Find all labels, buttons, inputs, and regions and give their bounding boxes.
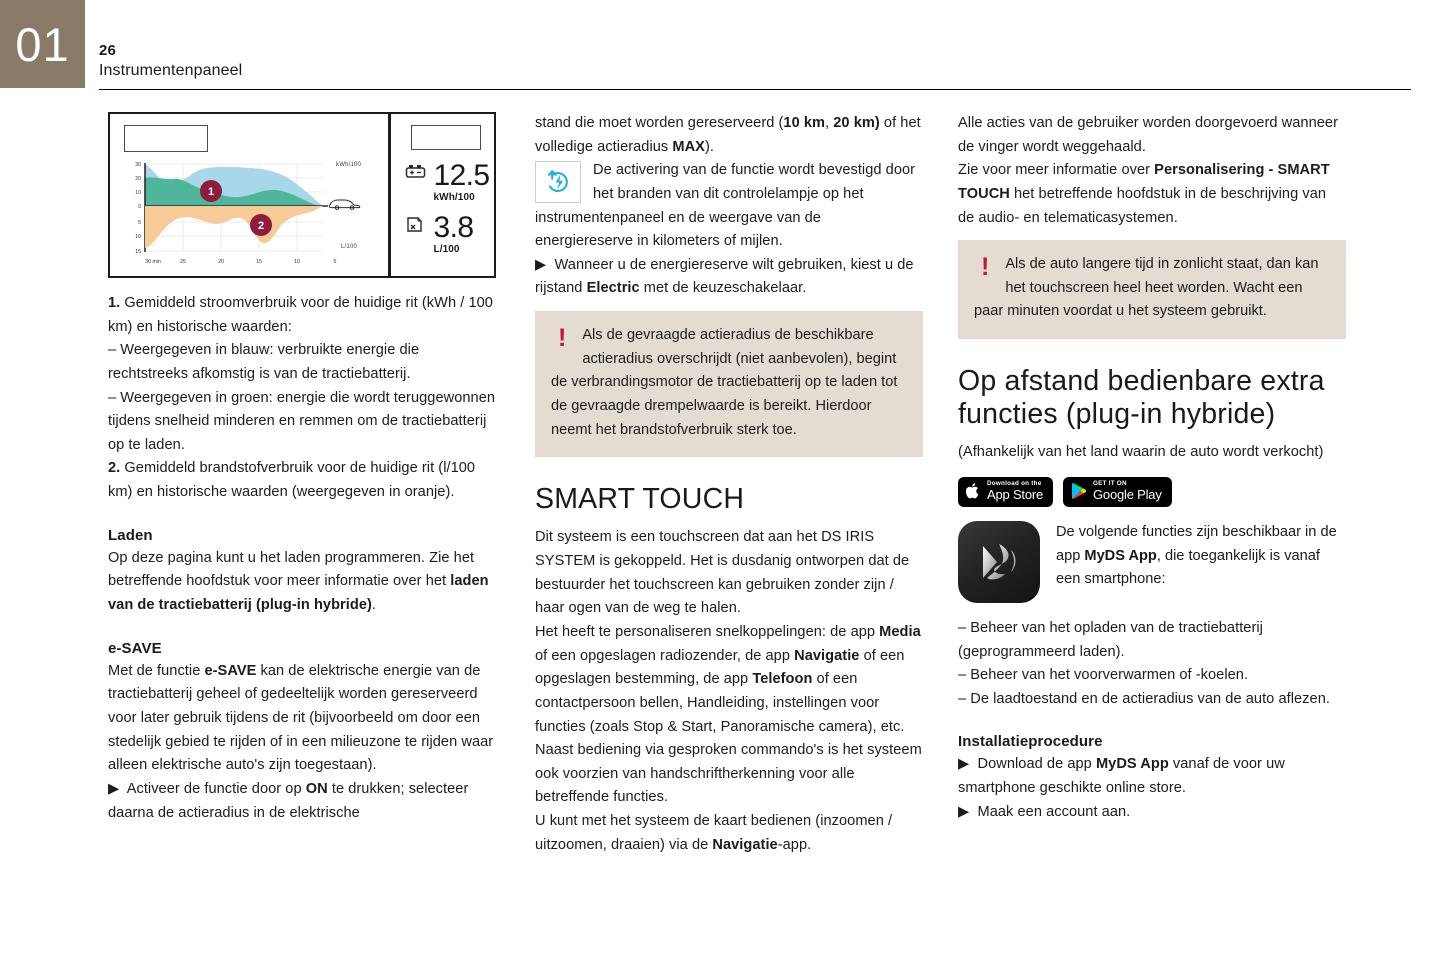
app-store-big-label: App Store: [987, 486, 1044, 502]
google-play-big-label: Google Play: [1093, 486, 1162, 502]
arrow-bullet-icon: ▶: [958, 756, 970, 773]
app-store-badge[interactable]: [958, 477, 1053, 507]
svg-text:10: 10: [135, 234, 141, 240]
electric-mode-b: met de keuzeschakelaar.: [639, 280, 807, 297]
column-middle: [535, 112, 923, 857]
warning-exclamation-icon: !: [981, 253, 990, 282]
cont-c: of het volledige actieradius: [535, 115, 921, 155]
st-p2-c: of een opgeslagen radiozender, de app: [535, 647, 795, 664]
laden-text-a: Op deze pagina kunt u het laden programmeren. Zie het betreffende hoofdstuk voor meer informatie over het: [108, 549, 475, 590]
install-a2-text: Maak een account aan.: [977, 803, 1131, 820]
page-number: 26: [99, 42, 117, 59]
heading-laden: Laden: [108, 526, 153, 544]
chapter-badge: [0, 0, 85, 88]
cluster-readout-pane: [391, 114, 495, 276]
google-play-badge-text: [1093, 481, 1162, 501]
right-paragraph-2: [958, 159, 1346, 230]
smart-touch-paragraph-2: [535, 621, 923, 739]
esave-text-a: Met de functie: [108, 662, 205, 679]
readout-electric: [405, 159, 490, 203]
chart-unit-kwh-label: kWh/100: [336, 162, 362, 168]
myds-app-description: [1056, 521, 1346, 592]
legend-item-1: [108, 292, 496, 339]
cont-bold-10km: 10 km: [783, 115, 826, 131]
svg-text:30: 30: [135, 162, 141, 168]
remote-bullet-2: – Beheer van het voorverwarmen of -koelen.: [958, 667, 1249, 684]
install-action-1: [958, 753, 1346, 800]
instrument-cluster-figure: [108, 112, 496, 278]
google-play-badge[interactable]: [1063, 477, 1172, 507]
esave-action-b: te drukken; selecteer daarna de actieradius in de elektrische: [108, 780, 469, 821]
svg-text:25: 25: [180, 259, 186, 265]
laden-paragraph: [108, 547, 496, 618]
smart-touch-paragraph-3: Naast bediening via gesproken commando's is het systeem ook voorzien van handschriftherkenning voor alle betreffende functies.: [535, 742, 922, 806]
right-paragraph-1: Alle acties van de gebruiker worden doorgevoerd wanneer de vinger wordt weggehaald.: [958, 115, 1338, 155]
warning-text: [974, 253, 1330, 324]
cluster-graph-pane: [110, 114, 388, 276]
install-a1-a: Download de app: [977, 756, 1096, 773]
legend-item-2-text: Gemiddeld brandstofverbruik voor de huidige rit (l/100 km) en historische waarden (weergegeven in oranje).: [108, 460, 476, 501]
header-divider: [99, 89, 1411, 90]
cont-b: ,: [825, 115, 834, 131]
readout-electric-value: 12.5: [433, 159, 490, 192]
cluster-blank-field-right: [411, 125, 481, 150]
esave-action-bold: ON: [305, 780, 328, 797]
readout-fuel: [405, 211, 474, 255]
esave-paragraph: [108, 660, 496, 778]
store-badges: [958, 477, 1346, 507]
ds-logo-icon: [971, 534, 1027, 590]
legend-bullet-blue: – Weergegeven in blauw: verbruikte energie die rechtstreeks afkomstig is van de tractiebatterij.: [108, 342, 420, 382]
right-p2-bold-2: SMART TOUCH: [958, 162, 1330, 202]
esave-action-item: [108, 778, 496, 825]
esave-action-a: Activeer de functie door op: [126, 780, 306, 797]
st-p4-bold: Navigatie: [712, 836, 778, 853]
electric-mode-a: Wanneer u de energiereserve wilt gebruiken, kiest u de rijstand: [535, 256, 914, 297]
heading-installatieprocedure: Installatieprocedure: [958, 733, 1103, 751]
svg-text:2: 2: [257, 220, 265, 232]
svg-text:5: 5: [138, 220, 141, 226]
smart-touch-paragraph-1: Dit systeem is een touchscreen dat aan het DS IRIS SYSTEM is gekoppeld. Het is dusdanig ontworpen dat de bestuurder het touchscreen kan gebruiken zonder zijn / haar ogen van de weg te halen.: [535, 529, 910, 617]
esave-charge-telltale-icon: [535, 161, 581, 203]
warning-body: Als de auto langere tijd in zonlicht staat, dan kan het touchscreen heel heet worden. Wacht een paar minuten voordat u het systeem gebruikt.: [974, 256, 1319, 320]
energy-chart-svg: [123, 158, 381, 270]
laden-text-bold: laden van de tractiebatterij (plug-in hybride): [108, 573, 489, 614]
column-right: [958, 112, 1346, 824]
esave-text-bold: e-SAVE: [204, 662, 257, 679]
cont-bold-20km: 20 km): [833, 115, 880, 131]
svg-text:15: 15: [256, 259, 262, 265]
warning-text: [551, 324, 907, 442]
arrow-bullet-icon: ▶: [108, 780, 120, 797]
google-play-small-label: GET IT ON: [1093, 480, 1127, 488]
warning-box-zonlicht: [958, 240, 1346, 339]
svg-text:30 min: 30 min: [145, 259, 161, 265]
st-p4-a: U kunt met het systeem de kaart bedienen (inzoomen / uitzoomen, draaien) via de: [535, 813, 893, 853]
esave-text-b: kan de elektrische energie van de tractiebatterij geheel of gedeeltelijk worden gereserveerd voor later gebruik tijdens de rit (bijvoorbeeld om door een stedelijk gebied te rijden of in een milieuzone te rijden waar alleen elektrische auto's zijn toegestaan).: [108, 662, 494, 774]
warning-box-actieradius: [535, 311, 923, 457]
esave-continuation: [535, 112, 923, 159]
cluster-blank-field-left: [124, 125, 208, 152]
energy-consumption-chart: [123, 158, 381, 270]
laden-text-b: .: [371, 597, 377, 614]
myds-text-b: , die toegankelijk is vanaf een smartphone:: [1056, 547, 1320, 588]
arrow-bullet-icon: ▶: [535, 256, 547, 273]
st-p4-b: -app.: [777, 836, 812, 853]
apple-icon: [966, 482, 981, 500]
install-a1-b: vanaf de voor uw smartphone geschikte online store.: [958, 756, 1285, 797]
svg-text:20: 20: [218, 259, 224, 265]
svg-text:15: 15: [135, 249, 141, 255]
legend-bullet-green: – Weergegeven in groen: energie die wordt teruggewonnen tijdens snelheid minderen en remmen om de tractiebatterij op te laden.: [108, 389, 496, 453]
page-title: Instrumentenpaneel: [99, 61, 243, 79]
remote-bullet-1: – Beheer van het opladen van de tractiebatterij (geprogrammeerd laden).: [958, 619, 1263, 660]
heading-remote-functions: Op afstand bedienbare extra functies (plug-in hybride): [958, 365, 1325, 431]
warning-exclamation-icon: !: [558, 324, 567, 353]
cont-a: stand die moet worden gereserveerd (: [535, 115, 784, 131]
st-bold-navigatie: Navigatie: [794, 647, 860, 664]
remote-bullet-3: – De laadtoestand en de actieradius van de auto aflezen.: [958, 690, 1330, 707]
cont-d: ).: [704, 138, 714, 155]
readout-fuel-unit: L/100: [433, 243, 460, 255]
google-play-icon: [1071, 482, 1087, 500]
legend-item-1-text: Gemiddeld stroomverbruik voor de huidige rit (kWh / 100 km) en historische waarden:: [108, 295, 493, 335]
st-p2-e: of een contactpersoon bellen, Handleiding, instellingen voor functies (zoals Stop & Start, Panoramische camera), etc.: [535, 671, 905, 735]
myds-text-bold: MyDS App: [1084, 547, 1157, 564]
arrow-bullet-icon: ▶: [958, 803, 970, 820]
readout-electric-unit: kWh/100: [433, 191, 475, 203]
page-header: [99, 42, 1409, 82]
st-bold-media: Media: [879, 623, 921, 640]
electric-mode-action: [535, 254, 923, 301]
battery-icon: [405, 162, 427, 180]
cont-bold-max: MAX: [672, 138, 705, 155]
svg-text:10: 10: [294, 259, 300, 265]
svg-text:10: 10: [135, 190, 141, 196]
chapter-number: 01: [15, 17, 70, 71]
svg-text:5: 5: [333, 259, 337, 265]
svg-text:20: 20: [135, 176, 141, 182]
remote-functions-subnote: (Afhankelijk van het land waarin de auto wordt verkocht): [958, 444, 1324, 461]
right-p2-bold-1: Personalisering -: [1154, 162, 1274, 179]
myds-app-row: [958, 521, 1346, 603]
st-p2-a: Het heeft te personaliseren snelkoppelingen: de app: [535, 623, 880, 640]
right-p2-b: het betreffende hoofdstuk in de beschrijving van de audio- en telematicasystemen.: [958, 185, 1327, 226]
readout-fuel-value: 3.8: [433, 211, 474, 244]
heading-esave: e-SAVE: [108, 639, 162, 657]
series-orange-area: [145, 206, 323, 248]
electric-mode-bold: Electric: [586, 280, 640, 297]
column-left: [108, 112, 496, 825]
st-p2-d: of een opgeslagen bestemming, de app: [535, 647, 905, 688]
legend-item-2-number: 2.: [108, 460, 121, 477]
app-store-badge-text: [987, 481, 1043, 501]
install-action-2: [958, 801, 1346, 825]
svg-text:1: 1: [207, 186, 215, 198]
heading-smart-touch: SMART TOUCH: [535, 483, 745, 516]
chart-unit-l-label: L/100: [341, 244, 358, 250]
legend-item-2: [108, 457, 496, 504]
telltale-paragraph: [535, 159, 923, 254]
legend-item-1-number: 1.: [108, 295, 121, 311]
telltale-text: De activering van de functie wordt bevestigd door het branden van dit controlelampje op het instrumentenpaneel en de weergave van de energiereserve in kilometers of mijlen.: [535, 162, 916, 250]
app-store-small-label: Download on the: [987, 480, 1042, 488]
right-p2-a: Zie voor meer informatie over: [958, 162, 1155, 179]
svg-text:0: 0: [138, 204, 141, 210]
install-a1-bold: MyDS App: [1095, 756, 1169, 773]
car-icon: [329, 200, 360, 209]
myds-text-a: De volgende functies zijn beschikbaar in de app: [1056, 523, 1337, 564]
warning-body: Als de gevraagde actieradius de beschikbare actieradius overschrijdt (niet aanbevolen), begint de verbrandingsmotor de tractiebatterij op te laden tot de gevraagde drempelwaarde is bereikt. Hierdoor neemt het brandstofverbruik sterk toe.: [551, 327, 898, 438]
myds-app-icon: [958, 521, 1040, 603]
fuel-can-icon: [405, 214, 427, 234]
smart-touch-paragraph-4: [535, 810, 923, 857]
st-bold-telefoon: Telefoon: [752, 671, 813, 688]
